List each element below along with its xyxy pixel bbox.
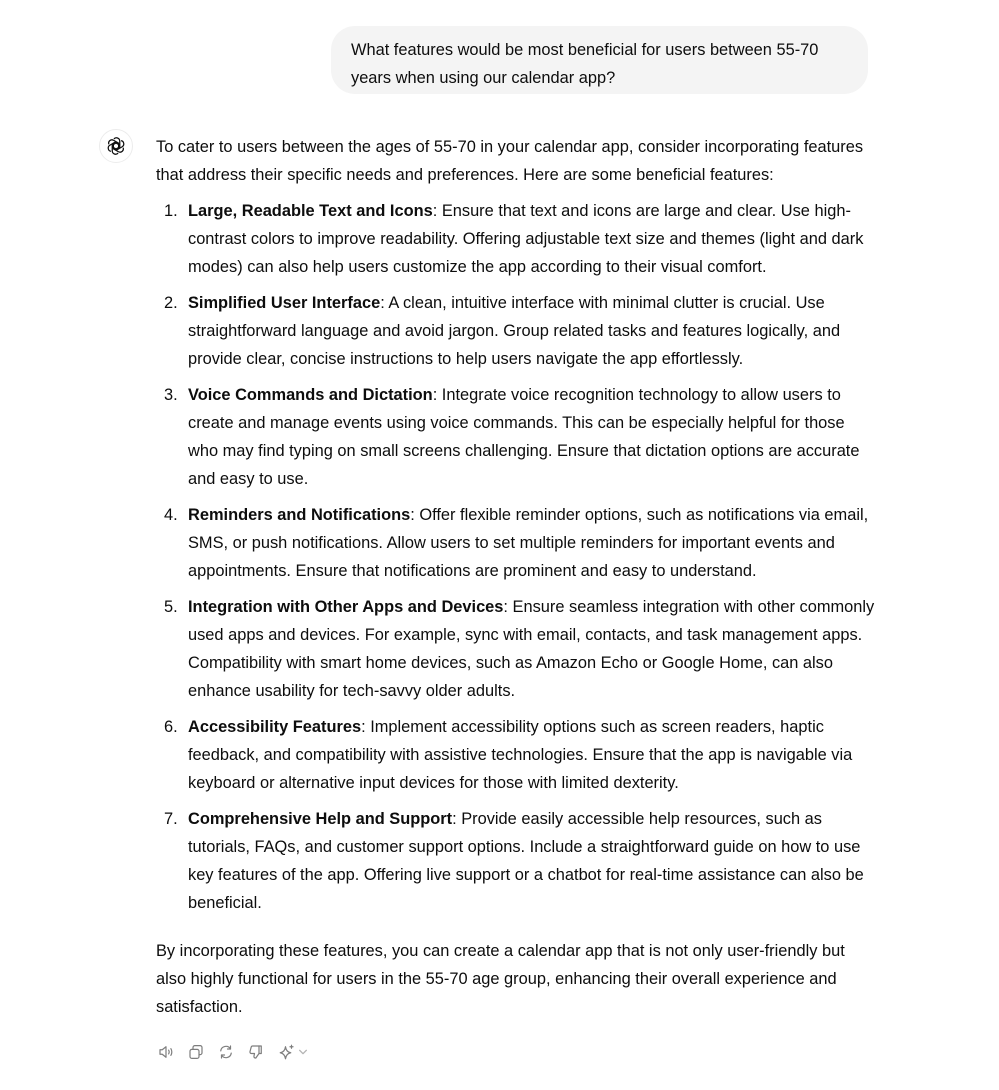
feature-item <box>156 289 876 373</box>
message-action-bar <box>156 1040 310 1064</box>
speaker-icon <box>157 1043 175 1061</box>
feature-body: : Ensure seamless integration with other commonly used apps and devices. For example, sync with email, contacts, and task management apps. Compatibility with smart home devices, such as Amazon Echo or Google Home, can also enhance usability for tech-savvy older adults. <box>188 598 875 700</box>
feature-title: Voice Commands and Dictation <box>188 386 433 404</box>
feature-number: 4. <box>164 506 178 524</box>
feature-item <box>156 501 876 585</box>
feature-item <box>156 805 876 917</box>
feature-body: : Provide easily accessible help resources, such as tutorials, FAQs, and customer support options. Include a straightforward guide on how to use key features of the app. Offering live support or a chatbot for real-time assistance can also be beneficial. <box>188 810 864 912</box>
feature-number: 2. <box>164 294 178 312</box>
openai-logo-icon <box>106 136 126 156</box>
feature-item <box>156 593 876 705</box>
assistant-intro: To cater to users between the ages of 55-70 in your calendar app, consider incorporating features that address their specific needs and preferences. Here are some beneficial features: <box>156 138 864 184</box>
feature-number: 1. <box>164 202 178 220</box>
sparkle-icon <box>278 1043 296 1061</box>
thumbs-down-icon <box>247 1043 265 1061</box>
feature-item <box>156 713 876 797</box>
feature-body: : Implement accessibility options such as screen readers, haptic feedback, and compatibility with assistive technologies. Ensure that the app is navigable via keyboard or alternative input devices for those with limited dexterity. <box>188 718 853 792</box>
model-switch-button[interactable] <box>276 1040 310 1064</box>
assistant-avatar <box>99 129 133 163</box>
thumbs-down-button[interactable] <box>246 1040 266 1064</box>
feature-body: : Integrate voice recognition technology to allow users to create and manage events using voice commands. This can be especially helpful for those who may find typing on small screens challenging. Ensure that dictation options are accurate and easy to use. <box>188 386 860 488</box>
feature-item <box>156 197 876 281</box>
copy-button[interactable] <box>186 1040 206 1064</box>
assistant-message <box>156 133 876 1021</box>
feature-item <box>156 381 876 493</box>
copy-icon <box>187 1043 205 1061</box>
feature-title: Large, Readable Text and Icons <box>188 202 433 220</box>
feature-number: 6. <box>164 718 178 736</box>
feature-number: 7. <box>164 810 178 828</box>
user-message-bubble <box>331 26 868 94</box>
user-message-line-2: years when using our calendar app? <box>351 69 616 87</box>
user-message-line-1: What features would be most beneficial for users between 55-70 <box>351 41 819 59</box>
feature-title: Reminders and Notifications <box>188 506 411 524</box>
assistant-outro: By incorporating these features, you can create a calendar app that is not only user-friendly but also highly functional for users in the 55-70 age group, enhancing their overall experience and satisfaction. <box>156 942 845 1016</box>
read-aloud-button[interactable] <box>156 1040 176 1064</box>
feature-body: : A clean, intuitive interface with minimal clutter is crucial. Use straightforward language and avoid jargon. Group related tasks and features logically, and provide clear, concise instructions to help users navigate the app effortlessly. <box>188 294 841 368</box>
feature-body: : Offer flexible reminder options, such as notifications via email, SMS, or push notifications. Allow users to set multiple reminders for important events and appointments. Ensure that notifications are prominent and easy to understand. <box>188 506 869 580</box>
regenerate-icon <box>217 1043 235 1061</box>
feature-number: 3. <box>164 386 178 404</box>
features-list <box>156 197 876 917</box>
feature-title: Accessibility Features <box>188 718 362 736</box>
regenerate-button[interactable] <box>216 1040 236 1064</box>
feature-title: Integration with Other Apps and Devices <box>188 598 504 616</box>
feature-body: : Ensure that text and icons are large and clear. Use high-contrast colors to improve readability. Offering adjustable text size and themes (light and dark modes) can also help users customize the app according to their visual comfort. <box>188 202 864 276</box>
feature-number: 5. <box>164 598 178 616</box>
feature-title: Comprehensive Help and Support <box>188 810 453 828</box>
chevron-down-icon <box>298 1047 308 1057</box>
feature-title: Simplified User Interface <box>188 294 381 312</box>
